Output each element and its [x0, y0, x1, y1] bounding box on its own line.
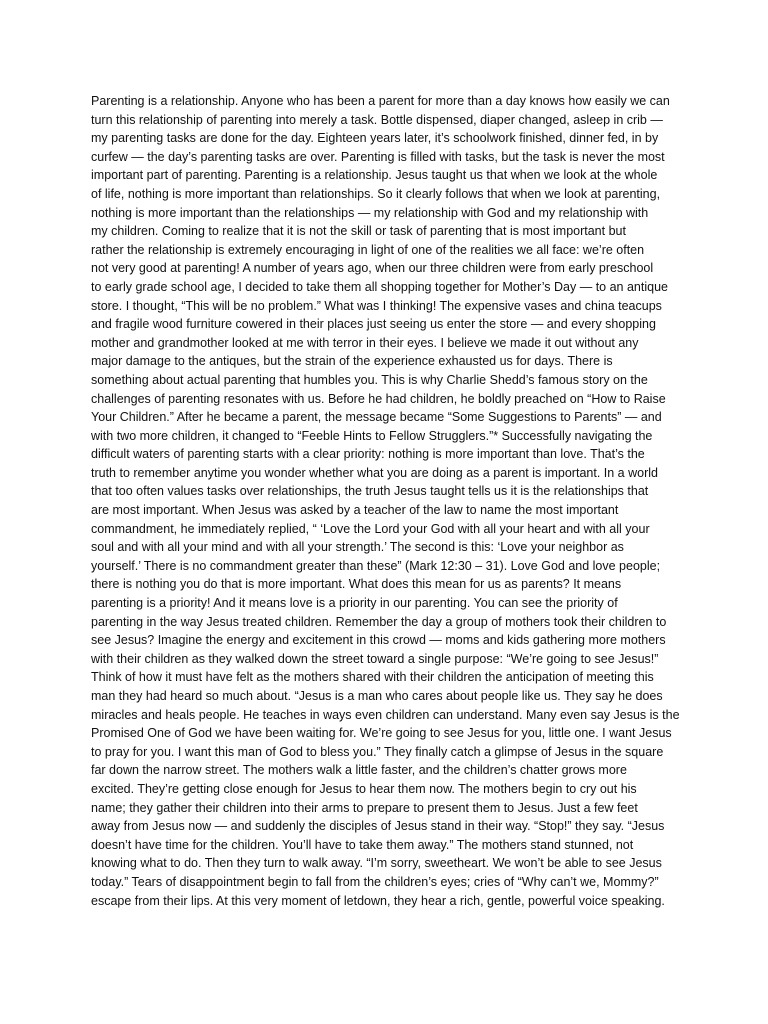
- text-line: mother and grandmother looked at me with terror in their eyes. I believe we made it out without any: [91, 335, 639, 350]
- text-line: nothing is more important than the relationships — my relationship with God and my relationship with: [91, 205, 649, 220]
- text-line: knowing what to do. Then they turn to walk away. “I’m sorry, sweetheart. We won’t be able to see Jesus: [91, 856, 662, 871]
- text-line: and fragile wood furniture cowered in their places just seeing us enter the store — and every shopping: [91, 317, 656, 332]
- text-line: soul and with all your mind and with all your strength.’ The second is this: ‘Love your neighbor as: [91, 540, 624, 555]
- text-line: store. I thought, “This will be no problem.” What was I thinking! The expensive vases and china teacups: [91, 298, 662, 313]
- text-line: there is nothing you do that is more important. What does this mean for us as parents? It means: [91, 577, 622, 592]
- text-line: with their children as they walked down the street toward a single purpose: “We’re going to see Jesus!”: [91, 651, 659, 666]
- text-line: challenges of parenting resonates with us. Before he had children, he boldly preached on “How to Raise: [91, 391, 666, 406]
- text-line: to early grade school age, I decided to take them all shopping together for Mother’s Day — to an antique: [91, 279, 668, 294]
- text-line: parenting in the way Jesus treated children. Remember the day a group of mothers took their children to: [91, 614, 667, 629]
- text-line: name; they gather their children into their arms to prepare to present them to Jesus. Just a few feet: [91, 800, 638, 815]
- text-line: doesn’t have time for the children. You’ll have to take them away.” The mothers stand stunned, not: [91, 837, 634, 852]
- text-line: away from Jesus now — and suddenly the disciples of Jesus stand in their way. “Stop!” they say. “Jesus: [91, 819, 665, 834]
- text-line: yourself.’ There is no commandment greater than these” (Mark 12:30 – 31). Love God and love people;: [91, 558, 661, 573]
- text-line: Promised One of God we have been waiting for. We’re going to see Jesus for you, little one. I want Jesus: [91, 726, 672, 741]
- text-line: see Jesus? Imagine the energy and excitement in this crowd — moms and kids gathering more mothers: [91, 633, 666, 648]
- text-line: Your Children.” After he became a parent, the message became “Some Suggestions to Parents” — and: [91, 410, 662, 425]
- text-line: commandment, he immediately replied, “ ‘Love the Lord your God with all your heart and with all your: [91, 521, 650, 536]
- text-line: not very good at parenting! A number of years ago, when our three children were from early preschool: [91, 261, 654, 276]
- text-line: that too often values tasks over relationships, the truth Jesus taught tells us it is the relationships that: [91, 484, 649, 499]
- text-line: of life, nothing is more important than relationships. So it clearly follows that when we look at parenting,: [91, 186, 661, 201]
- text-line: difficult waters of parenting starts with a clear priority: nothing is more important than love. That’s the: [91, 447, 645, 462]
- text-line: far down the narrow street. The mothers walk a little faster, and the children’s chatter grows more: [91, 763, 627, 778]
- text-line: important part of parenting. Parenting is a relationship. Jesus taught us that when we look at the whole: [91, 168, 658, 183]
- text-line: man they had heard so much about. “Jesus is a man who cares about people like us. They say he does: [91, 689, 663, 703]
- text-line: my parenting tasks are done for the day. Eighteen years later, it’s schoolwork finished, dinner fed, in by: [91, 131, 659, 146]
- text-line: Think of how it must have felt as the mothers shared with their children the anticipation of meeting this: [91, 670, 654, 685]
- text-line: something about actual parenting that humbles you. This is why Charlie Shedd’s famous story on the: [91, 372, 648, 387]
- text-line: miracles and heals people. He teaches in ways even children can understand. Many even say Jesus is the: [91, 707, 680, 722]
- text-line: turn this relationship of parenting into merely a task. Bottle dispensed, diaper changed, asleep in crib —: [91, 112, 663, 127]
- text-line: parenting is a priority! And it means love is a priority in our parenting. You can see the priority of: [91, 596, 618, 611]
- text-line: rather the relationship is extremely encouraging in light of one of the realities we all face: we’re often: [91, 242, 645, 257]
- text-line: with two more children, it changed to “Feeble Hints to Fellow Strugglers.”* Successfully navigating the: [91, 428, 653, 443]
- text-line: to pray for you. I want this man of God to bless you.” They finally catch a glimpse of Jesus in the square: [91, 744, 664, 759]
- text-line: today.” Tears of disappointment begin to fall from the children’s eyes; cries of “Why can’t we, Mommy?”: [91, 874, 659, 889]
- text-line: truth to remember anytime you wonder whether what you are doing as a parent is important. In a world: [91, 465, 658, 480]
- text-line: escape from their lips. At this very moment of letdown, they hear a rich, gentle, powerful voice speaking.: [91, 893, 665, 908]
- text-line: major damage to the antiques, but the strain of the experience exhausted us for days. There is: [91, 354, 613, 369]
- text-line: are most important. When Jesus was asked by a teacher of the law to name the most important: [91, 503, 619, 518]
- text-line: curfew — the day’s parenting tasks are over. Parenting is filled with tasks, but the task is never the most: [91, 149, 665, 164]
- text-line: Parenting is a relationship. Anyone who has been a parent for more than a day knows how easily we can: [91, 94, 670, 108]
- text-line: my children. Coming to realize that it is not the skill or task of parenting that is most important but: [91, 224, 626, 239]
- text-line: excited. They’re getting close enough for Jesus to hear them now. The mothers begin to cry out his: [91, 781, 637, 796]
- body-text: [91, 92, 687, 910]
